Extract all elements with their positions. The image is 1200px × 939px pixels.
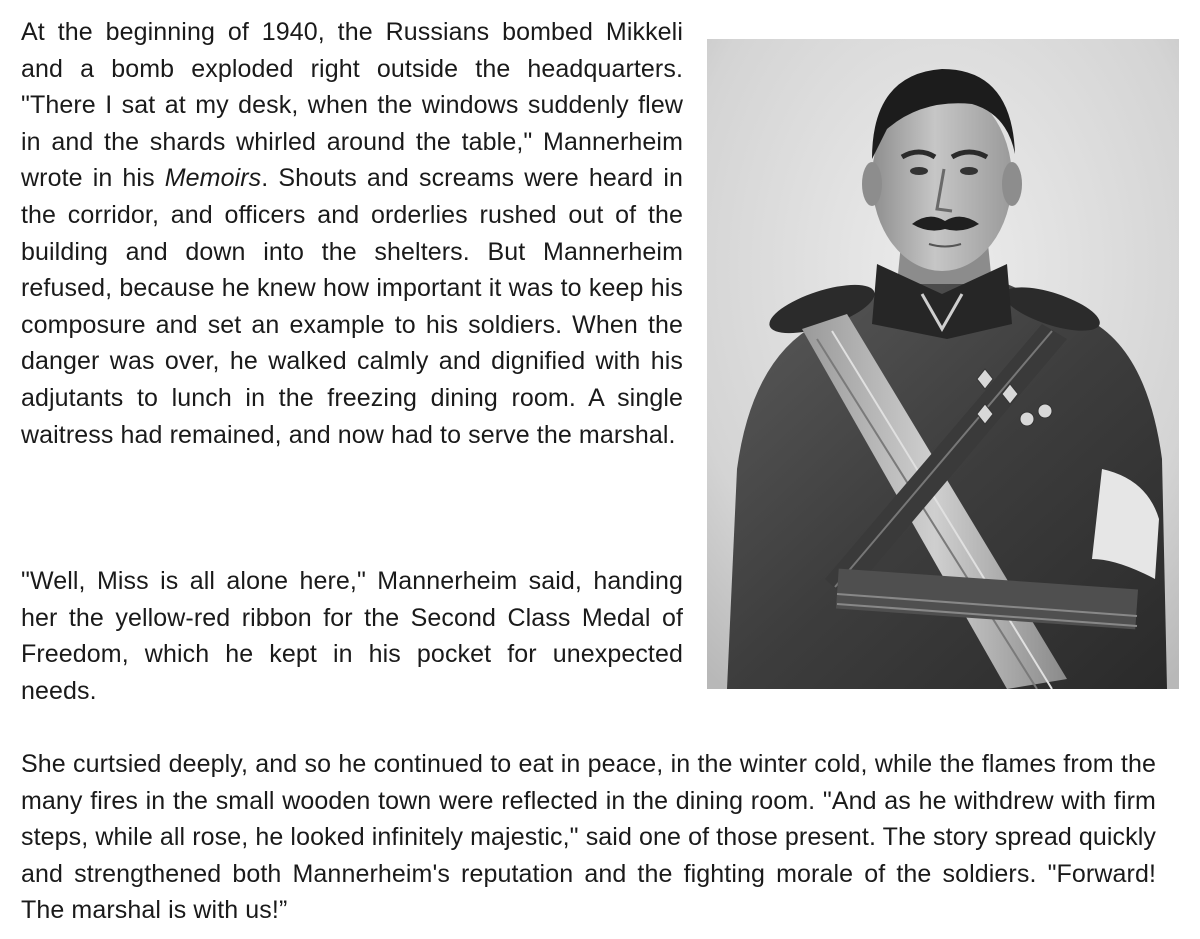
portrait-photo [707, 39, 1179, 689]
paragraph-bombing-text-end: . Shouts and screams were heard in the corridor, and officers and orderlies rushed out of the building and down into the shelters. But Mannerheim refused, because he knew how important it was to keep his composure and set an example to his soldiers. When the danger was over, he walked calmly and dignified with his adjutants to lunch in the freezing dining room. A single waitress had remained, and now had to serve the marshal. [21, 164, 684, 449]
paragraph-conclusion: She curtsied deeply, and so he continued to eat in peace, in the winter cold, while the flames from the many fires in the small wooden town were reflected in the dining room. "And as he withdrew with firm steps, while all rose, he looked infinitely majestic," said one of those present. The story spread quickly and strengthened both Mannerheim's reputation and the fighting morale of the soldiers. "Forward! The marshal is with us!” [21, 750, 1156, 925]
book-title-memoirs: Memoirs [164, 164, 262, 193]
portrait-image [707, 39, 1179, 689]
paragraph-ribbon: "Well, Miss is all alone here," Mannerheim said, handing her the yellow-red ribbon for the Second Class Medal of Freedom, which he kept in his pocket for unexpected needs. [21, 567, 683, 705]
paragraph-bombing [21, 14, 683, 453]
paragraph-bombing-text-start: At the beginning of 1940, the Russians bombed Mikkeli and a bomb exploded right outside the headquarters. "There I sat at my desk, when the windows suddenly flew in and the shards whirled around the table," Mannerheim wrote in his [21, 18, 683, 193]
